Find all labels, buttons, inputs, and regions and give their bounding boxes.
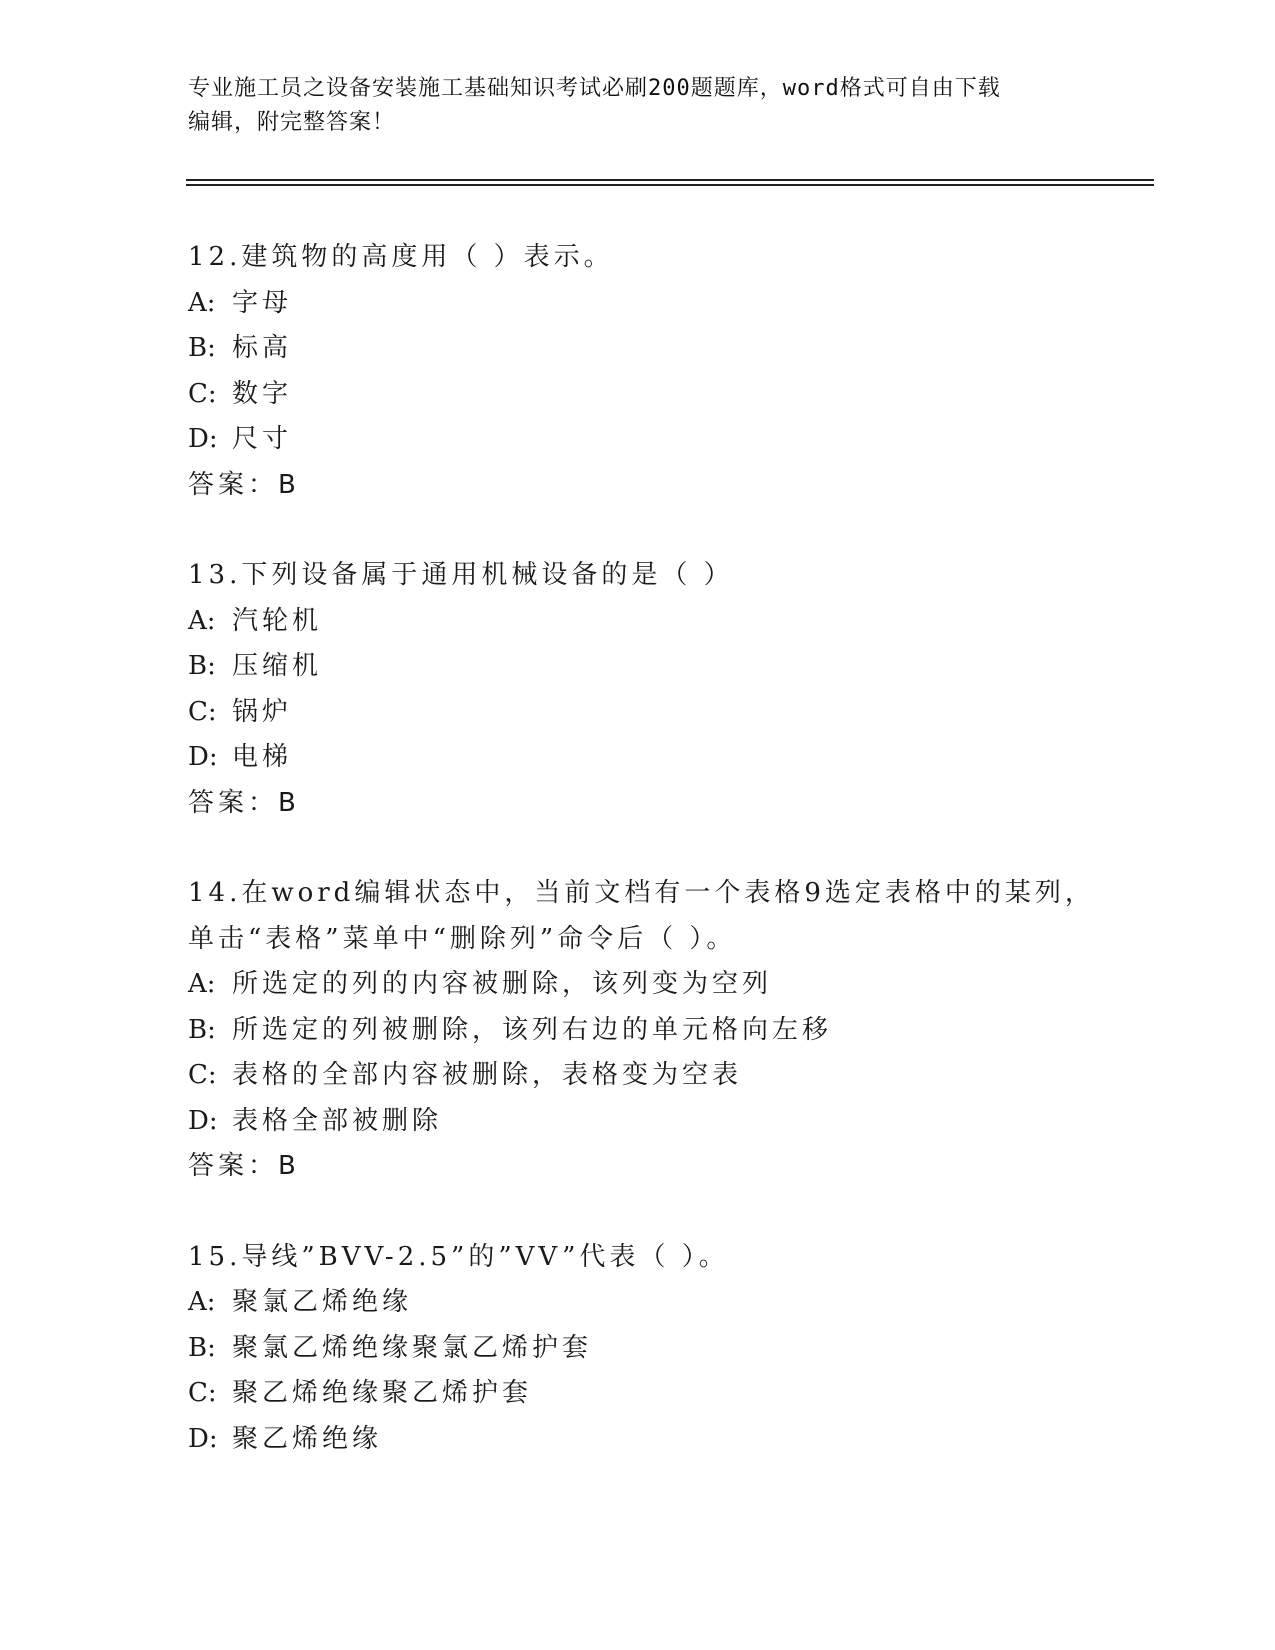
option-text: 数字	[232, 378, 293, 409]
option-text: 汽轮机	[232, 605, 323, 636]
header-divider-top	[186, 179, 1154, 181]
option-b	[188, 644, 1128, 690]
option-letter: D:	[188, 1105, 218, 1136]
header-divider-bottom	[186, 184, 1154, 186]
option-a	[188, 281, 1128, 327]
option-c	[188, 372, 1128, 418]
option-letter: C:	[188, 378, 217, 409]
option-letter: D:	[188, 742, 218, 772]
option-letter: C:	[188, 1060, 217, 1090]
question-14	[188, 871, 1128, 1190]
option-letter: A:	[188, 1287, 216, 1317]
option-letter: A:	[188, 969, 216, 999]
option-a	[188, 1280, 1128, 1326]
option-letter: D:	[188, 424, 218, 454]
option-text: 所选定的列的内容被删除，该列变为空列	[232, 969, 773, 999]
option-text: 所选定的列被删除，该列右边的单元格向左移	[232, 1014, 833, 1045]
option-text: 压缩机	[232, 651, 323, 681]
option-b	[188, 1008, 1128, 1054]
option-text: 字母	[232, 287, 293, 318]
question-stem: 14.在word编辑状态中，当前文档有一个表格9选定表格中的某列，	[188, 878, 1095, 908]
question-stem: 15.导线”BVV-2.5”的”VV”代表（ ）。	[188, 1241, 729, 1272]
question-12	[188, 235, 1128, 508]
option-letter: B:	[188, 333, 216, 363]
option-c	[188, 1371, 1128, 1417]
answer-line: 答案：B	[188, 787, 300, 818]
option-letter: A:	[188, 287, 216, 318]
document-header	[188, 72, 1088, 140]
option-letter: B:	[188, 1332, 216, 1363]
option-text: 聚氯乙烯绝缘	[232, 1287, 413, 1317]
option-c	[188, 690, 1128, 736]
option-d	[188, 417, 1128, 463]
question-stem: 13.下列设备属于通用机械设备的是（ ）	[188, 560, 734, 590]
option-text: 表格全部被删除	[232, 1105, 443, 1136]
option-a	[188, 962, 1128, 1008]
option-text: 尺寸	[232, 424, 293, 454]
option-letter: D:	[188, 1423, 218, 1454]
option-b	[188, 1326, 1128, 1372]
option-text: 聚乙烯绝缘	[232, 1423, 383, 1454]
option-text: 锅炉	[232, 696, 293, 727]
question-stem-continued: 单击“表格”菜单中“删除列”命令后（ ）。	[188, 923, 737, 954]
option-d	[188, 1099, 1128, 1145]
option-letter: B:	[188, 651, 216, 681]
option-d	[188, 735, 1128, 781]
option-letter: C:	[188, 696, 217, 727]
option-text: 标高	[232, 333, 293, 363]
option-text: 聚氯乙烯绝缘聚氯乙烯护套	[232, 1332, 593, 1363]
option-text: 表格的全部内容被删除，表格变为空表	[232, 1060, 743, 1090]
option-d	[188, 1417, 1128, 1463]
option-a	[188, 599, 1128, 645]
answer-line: 答案：B	[188, 1151, 300, 1181]
option-b	[188, 326, 1128, 372]
option-letter: B:	[188, 1014, 216, 1045]
option-c	[188, 1053, 1128, 1099]
header-line-1: 专业施工员之设备安装施工基础知识考试必刷200题题库，word格式可自由下载	[188, 76, 1001, 101]
option-text: 聚乙烯绝缘聚乙烯护套	[232, 1378, 533, 1408]
question-stem: 12.建筑物的高度用（ ）表示。	[188, 242, 614, 272]
option-text: 电梯	[232, 742, 293, 772]
question-list	[188, 235, 1128, 1507]
option-letter: A:	[188, 605, 216, 636]
question-15	[188, 1235, 1128, 1463]
question-13	[188, 553, 1128, 826]
option-letter: C:	[188, 1378, 217, 1408]
answer-line: 答案：B	[188, 469, 300, 500]
header-line-2: 编辑，附完整答案！	[188, 110, 396, 135]
